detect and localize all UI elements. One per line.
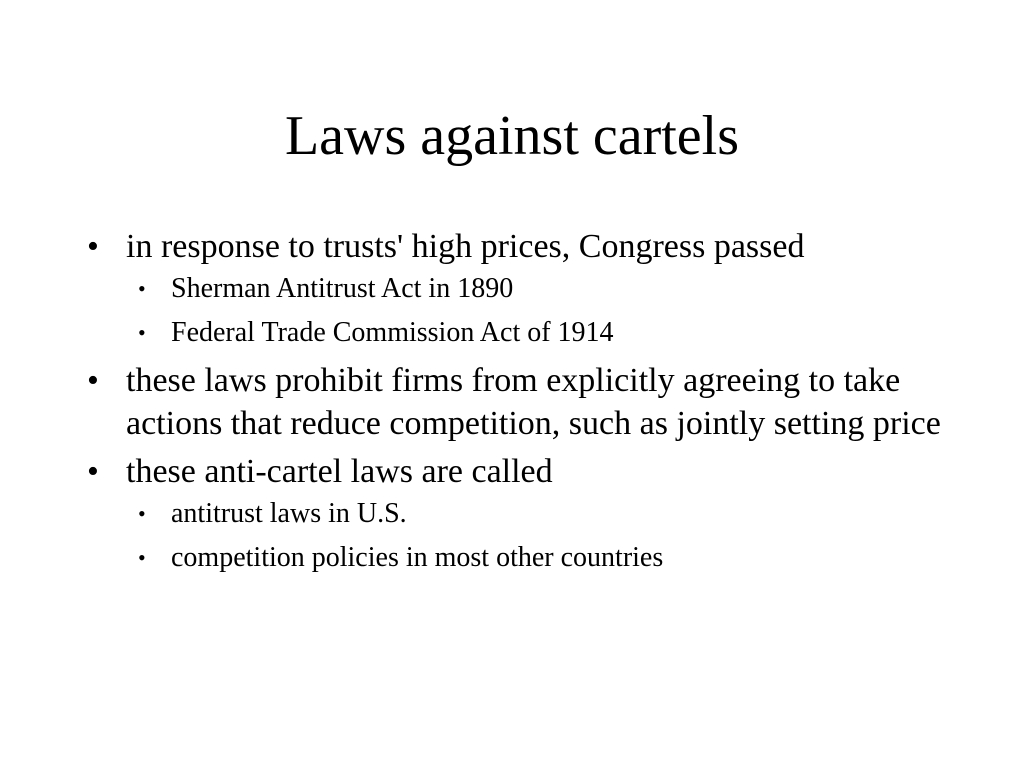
bullet-marker: • bbox=[138, 320, 146, 345]
bullet-item bbox=[84, 225, 944, 351]
sub-bullet-item bbox=[126, 315, 944, 351]
bullet-marker: • bbox=[87, 453, 99, 490]
slide-title: Laws against cartels bbox=[284, 105, 740, 167]
bullet-text: these anti-cartel laws are called bbox=[126, 453, 553, 490]
bullet-marker: • bbox=[138, 545, 146, 570]
bullet-text: in response to trusts' high prices, Congress passed bbox=[126, 228, 805, 265]
sub-bullet-item bbox=[126, 540, 944, 576]
sub-bullet-text: antitrust laws in U.S. bbox=[171, 498, 407, 529]
sub-bullet-list bbox=[126, 271, 944, 351]
bullet-marker: • bbox=[138, 501, 146, 526]
bullet-item bbox=[84, 450, 944, 576]
sub-bullet-text: Federal Trade Commission Act of 1914 bbox=[171, 317, 614, 348]
sub-bullet-list bbox=[126, 496, 944, 576]
bullet-item bbox=[84, 359, 944, 445]
bullet-marker: • bbox=[87, 228, 99, 265]
sub-bullet-item bbox=[126, 496, 944, 532]
bullet-marker: • bbox=[87, 362, 99, 399]
bullet-list bbox=[84, 225, 944, 584]
sub-bullet-item bbox=[126, 271, 944, 307]
sub-bullet-text: Sherman Antitrust Act in 1890 bbox=[171, 273, 514, 304]
bullet-marker: • bbox=[138, 276, 146, 301]
bullet-text: these laws prohibit firms from explicitly agreeing to take actions that reduce competition, such as jointly setting price bbox=[126, 362, 941, 442]
sub-bullet-text: competition policies in most other countries bbox=[171, 542, 664, 573]
